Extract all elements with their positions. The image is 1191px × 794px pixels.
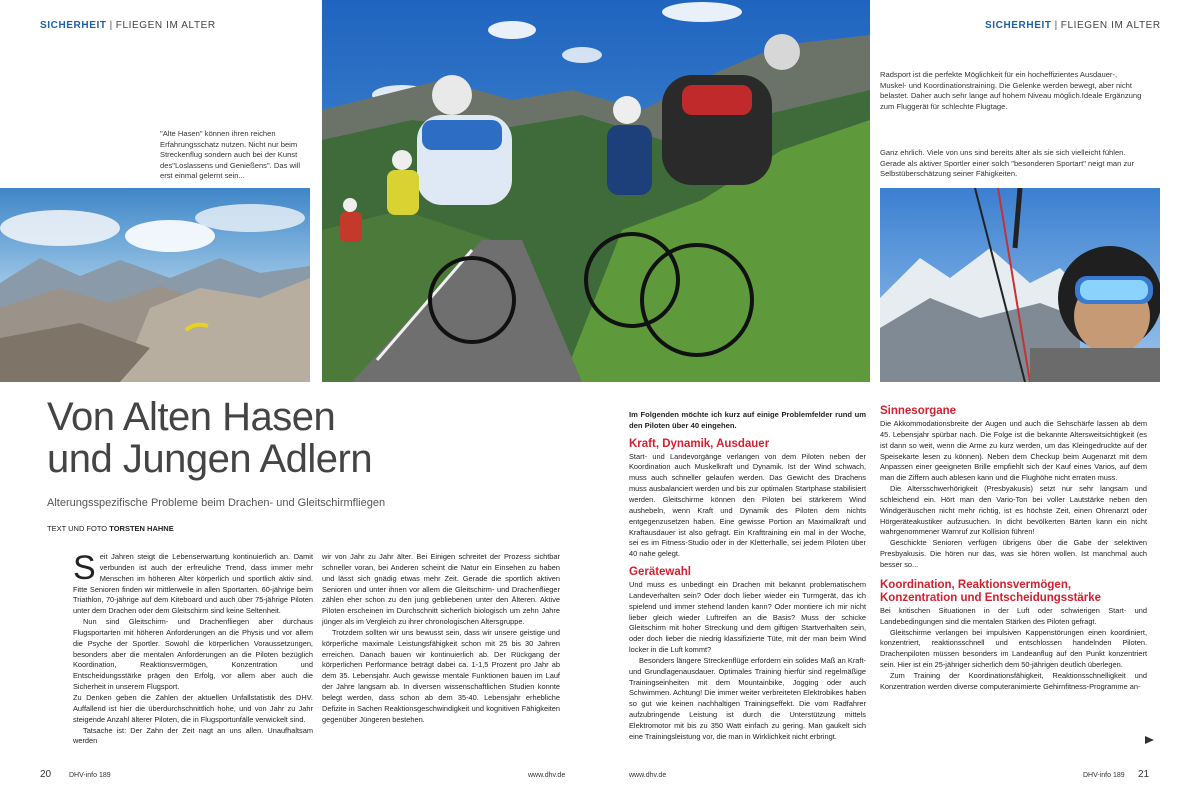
footer-web-left: www.dhv.de bbox=[528, 772, 566, 779]
page-number-right: 21 bbox=[1138, 769, 1150, 780]
col4-paragraph: Bei kritischen Situationen in der Luft oder schwierigen Start- und Landebedingungen sind die mentalen Stärken des Piloten gefragt. bbox=[880, 605, 1147, 626]
heading-koordination-line1: Koordination, Reaktionsvermögen, bbox=[880, 578, 1072, 591]
section-label-sub: FLIEGEN IM ALTER bbox=[115, 20, 216, 31]
footer-web-right: www.dhv.de bbox=[629, 772, 667, 779]
photo-caption-cycling: Radsport ist die perfekte Möglichkeit für ein hocheffizientes Ausdauer-, Muskel- und Koordinationstraining. Die Gelenke werden bewegt, aber nicht belastet. Daher auch sehr lange auf hohem Niveau möglich.Ideale Ergänzung zum Fluggerät für schlechte Flugtage. bbox=[880, 70, 1142, 111]
col1-paragraph: Tatsache ist: Der Zahn der Zeit nagt an uns allen. Unaufhaltsam werden bbox=[73, 725, 313, 746]
article-title-line2: und Jungen Adlern bbox=[47, 437, 373, 481]
col1-paragraph: eit Jahren steigt die Lebenserwartung kontinuierlich an. Damit verbunden ist auch der erfreuliche Trend, dass immer mehr Menschen im höheren Alter körperlich und sportlich aktiv sind. Fitte Senioren finden wir mittlerweile in allen Sportarten. 60-jährige beim Triathlon, 70-jährige auf dem Kiteboard und auch über 75-jährige Piloten unter dem Drachen oder dem Gleitschirm sind keine Seltenheit. bbox=[73, 552, 313, 616]
article-subtitle: Alterungsspezifische Probleme beim Drachen- und Gleitschirmfliegen bbox=[47, 497, 386, 509]
column-3 bbox=[629, 410, 866, 750]
section-label-right: SICHERHEIT | FLIEGEN IM ALTER bbox=[985, 20, 1161, 31]
heading-kraft: Kraft, Dynamik, Ausdauer bbox=[629, 437, 770, 450]
heading-geraetewahl: Gerätewahl bbox=[629, 566, 691, 579]
col4-paragraph: Gleitschirme verlangen bei impulsiven Kappenstörungen einen koordiniert, konzentriert, reaktionsschnell und entschlossen handelnden Piloten. Drachenpiloten müssen besonders im Landeanflug auf den Punkt konzentriert sein. Hier ist ein 25-jähriger sicherlich dem 50-jährigen deutlich überlegen. bbox=[880, 627, 1147, 670]
section-label-left: SICHERHEIT | FLIEGEN IM ALTER bbox=[40, 20, 216, 31]
article-title bbox=[47, 396, 447, 480]
heading-koordination-line2: Konzentration und Entscheidungsstärke bbox=[880, 591, 1102, 604]
col3-paragraph: Besonders längere Streckenflüge erfordern ein solides Maß an Kraft- und Grundlagenausdauer. Optimales Training hierfür sind regelmäßige Trainingseinheiten mit dem Mountainbike, Jogging oder auch Schwimmen. Achtung! Die immer weiter verbreiteten Elektrobikes haben so gut wie keinen nachhaltigen Trainingseffekt. Die vom Radfahrer aufzubringende Leistung ist durch die Unterstützung mittels Elektromotor mit bis zu 350 Watt einfach zu gering. Man gaukelt sich eine Trainingsleistung vor, die man in Wirklichkeit nicht erbringt. bbox=[629, 655, 866, 741]
col4-paragraph: Geschickte Senioren verfügen übrigens über die Gabe der selektiven Presbyakusis. Die hören nur das, was sie hören wollen. Ist manchmal auch besser so... bbox=[880, 538, 1147, 569]
col3-lead: Im Folgenden möchte ich kurz auf einige Problemfelder rund um den Piloten über 40 eingehen. bbox=[629, 410, 866, 430]
col3-paragraph: Start- und Landevorgänge verlangen von dem Piloten neben der Koordination auch Muskelkraft und Dynamik. Ist der Wind schwach, muss auch schneller gelaufen werden. Das Gewicht des Drachens muss ausbalanciert werden und bis zur optimalen Startphase stabilisiert werden. Gleitschirme können den Piloten bei stärkerem Wind aushebeln, wenn Kraft und Dynamik des Piloten dem nichts entgegenzusetzen haben. Eine gewisse Portion an Maximalkraft und Kraftausdauer ist also gefragt. Ein Krafttraining ein mal in der Woche, sei es im Fitness-Studio oder in der Kletterhalle, sei jedem Piloten über 40 nahe gelegt. bbox=[629, 451, 866, 559]
credit-prefix: TEXT UND FOTO bbox=[47, 524, 108, 533]
col1-paragraph: Zu Denken geben die Zahlen der aktuellen Unfallstatistik des DHV. Auffallend ist hier die überdurchschnittlich hohe, und von Jahr zu Jahr steigende Anzahl älterer Piloten, die in Flugsportunfälle verwickelt sind. bbox=[73, 692, 313, 724]
heading-koordination bbox=[880, 579, 1147, 605]
heading-sinnesorgane: Sinnesorgane bbox=[880, 405, 957, 417]
continue-arrow-icon bbox=[1145, 736, 1154, 744]
footer-magazine-left: DHV-info 189 bbox=[69, 772, 111, 779]
col1-paragraph: Nun sind Gleitschirm- und Drachenfliegen aber durchaus Flugsportarten mit höheren Anforderungen an die Physis und vor allem die Psyche der Sportler. Sowohl die körperlichen Voraussetzungen, besonders aber die mentalen Anforderungen an die Piloten bezüglich Koordination, Reaktionsvermögen, Konzentration und Entscheidungsstärke prägen den Erfolg, vor allem aber auch die Sicherheit in unserem Flugsport. bbox=[73, 617, 313, 692]
photo-caption-paraglider: "Alte Hasen" können ihren reichen Erfahrungsschatz nutzen. Nicht nur beim Streckenflug sondern auch bei der Kunst des"Loslassens und Genießens". Das will erst einmal gelernt sein... bbox=[160, 129, 301, 181]
column-1 bbox=[73, 549, 313, 752]
col4-paragraph: Zum Training der Koordinationsfähigkeit, Reaktionsschnelligkeit und Konzentration werden diverse computeranimierte Gehirnfitness-Programme an- bbox=[880, 670, 1147, 691]
dropcap: S bbox=[73, 549, 96, 587]
article-title-line1: Von Alten Hasen bbox=[47, 395, 336, 439]
col4-paragraph: Die Akkommodationsbreite der Augen und auch die Sehschärfe lassen ab dem 45. Lebensjahr spürbar nach. Die Folge ist die bekannte Altersweitsichtigkeit (es ist dann so weit, wenn die Arme zu kurz werden, um das Kleingedruckte auf der Speisekarte lesen zu können). Neben dem Checkup beim Augenarzt mit dem Anpassen einer geeigneten Brille empfiehlt sich der Kauf eines Varios, auf dem man die Ziffern auch ablesen kann und die Flughöhe nicht erraten muss. bbox=[880, 419, 1147, 483]
footer-magazine-right: DHV-info 189 bbox=[1083, 772, 1125, 779]
credit-name: TORSTEN HAHNE bbox=[109, 524, 174, 533]
column-2 bbox=[322, 552, 560, 752]
section-label-sub: FLIEGEN IM ALTER bbox=[1060, 20, 1161, 31]
photo-cyclists bbox=[322, 0, 870, 382]
photo-caption-selfie: Ganz ehrlich. Viele von uns sind bereits älter als sie sich vielleicht fühlen. Gerade als aktiver Sportler einer solch "besonderen Sportart" neigt man zur Selbstüberschätzung seiner Fähigkeiten. bbox=[880, 148, 1135, 179]
photo-mountains-paraglider bbox=[0, 188, 310, 382]
col2-paragraph: wir von Jahr zu Jahr älter. Bei Einigen schreitet der Prozess sichtbar schneller voran, bei Anderen scheint die Natur ein Einsehen zu haben und lässt sich gnädig etwas mehr Zeit. Gerade die sportlich aktiven Senioren und unter ihnen vor allem die Gleitschirm- und Drachenflieger zählen eher schon zu den jung gebliebenen unter den Älteren. Aktive Piloten erscheinen im Durchschnitt sicherlich biologisch um zehn Jahre jünger als im Vergleich zu ihrer chronologischen Altersgruppe. bbox=[322, 552, 560, 627]
page-number-left: 20 bbox=[40, 769, 52, 780]
section-label-main: SICHERHEIT bbox=[40, 20, 107, 31]
col2-paragraph: Trotzdem sollten wir uns bewusst sein, dass wir unsere geistige und körperliche maximale Leistungsfähigkeit schon mit 25 bis 30 Jahren erreichen. Danach bauen wir kontinuierlich ab. Der Rückgang der körperlichen Performance beträgt dabei ca. 1-1,5 Prozent pro Jahr ab dem 35. Lebensjahr. Auch gewisse mentale Funktionen bauen im Lauf der Jahre langsam ab. In diversen wissenschaftlichen Studien konnte belegt werden, dass schon ab dem 35-40. Lebensjahr erhebliche Defizite in Sachen Reaktionsgeschwindigkeit und kognitiven Fähigkeiten gegenüber Jüngeren bestehen. bbox=[322, 627, 560, 724]
col4-paragraph: Die Altersschwerhörigkeit (Presbyakusis) setzt nur sehr langsam und schleichend ein. Hört man den Vario-Ton bei voller Lautstärke neben den Windgeräuschen nicht mehr richtig, ist es höchste Zeit, einen Ohrenarzt oder Hörgeräteakustiker aufzusuchen. In dicht bevölkerten Bärten kann ein nicht wahrgenommener Warnruf zur Kollision führen! bbox=[880, 484, 1147, 537]
column-4 bbox=[880, 405, 1147, 750]
article-credit bbox=[47, 524, 174, 533]
photo-pilot-selfie bbox=[880, 188, 1160, 382]
col3-paragraph: Und muss es unbedingt ein Drachen mit bekannt problematischem Landeverhalten sein? Oder doch lieber wieder ein Turmgerät, das ich spielend und immer stehend landen kann? Oder montiere ich mir nicht lieber gleich wieder Luftreifen an die Basis? Muss der schicke Gleitschirm mit hoher Streckung und dem giftigen Startverhalten sein, oder doch lieber die niedrig klassifizierte Tüte, mit der man beim Wind locker in die Luft kommt? bbox=[629, 580, 866, 655]
section-label-main: SICHERHEIT bbox=[985, 20, 1052, 31]
